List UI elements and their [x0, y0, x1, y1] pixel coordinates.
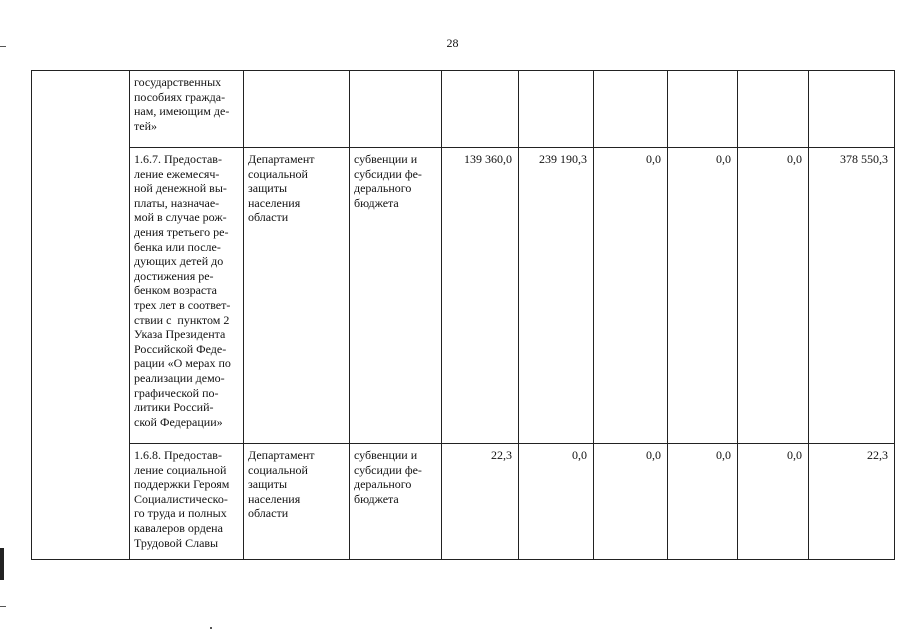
- table-row: [32, 148, 895, 444]
- table-row: [32, 444, 895, 560]
- value-cell: 0,0: [738, 444, 809, 560]
- funding-source-cell: субвенции и субсидии фе- дерального бюджета: [350, 444, 442, 560]
- value-cell: 239 190,3: [519, 148, 594, 444]
- measure-name-cell: 1.6.8. Предостав- ление социальной поддержки Героям Социалистическо- го труда и полных кавалеров ордена Трудовой Славы: [130, 444, 244, 560]
- value-cell: [668, 71, 738, 148]
- value-cell: [809, 71, 895, 148]
- value-cell: 0,0: [594, 444, 668, 560]
- value-cell: 139 360,0: [442, 148, 519, 444]
- page-number: 28: [446, 36, 459, 50]
- value-cell: 0,0: [738, 148, 809, 444]
- value-cell: 22,3: [442, 444, 519, 560]
- measure-name-cell: государственных пособиях гражда- нам, имеющим де- тей»: [130, 71, 244, 148]
- budget-table: [31, 70, 895, 560]
- program-cell: [32, 71, 130, 560]
- department-cell: Департамент социальной защиты населения области: [244, 444, 350, 560]
- value-cell: 0,0: [519, 444, 594, 560]
- value-cell: [738, 71, 809, 148]
- scan-mark: [0, 46, 6, 47]
- scan-mark: [0, 548, 4, 580]
- funding-source-cell: субвенции и субсидии фе- дерального бюджета: [350, 148, 442, 444]
- value-cell: 0,0: [594, 148, 668, 444]
- value-cell: 0,0: [668, 444, 738, 560]
- value-cell: [594, 71, 668, 148]
- value-cell: 22,3: [809, 444, 895, 560]
- department-cell: [244, 71, 350, 148]
- table-row: [32, 71, 895, 148]
- value-cell: 378 550,3: [809, 148, 895, 444]
- value-cell: [519, 71, 594, 148]
- value-cell: 0,0: [668, 148, 738, 444]
- scan-mark: [0, 606, 6, 607]
- funding-source-cell: [350, 71, 442, 148]
- department-cell: Департамент социальной защиты населения области: [244, 148, 350, 444]
- scan-mark: [210, 627, 212, 629]
- measure-name-cell: 1.6.7. Предостав- ление ежемесяч- ной денежной вы- платы, назначае- мой в случае рож- дения третьего ре- бенка или после- дующих детей до достижения ре- бенком возраста трех лет в соответ- ствии с пунктом 2 Указа Президента Российской Феде- рации «О мерах по реализации демо- графической по- литики Россий- ской Федерации»: [130, 148, 244, 444]
- value-cell: [442, 71, 519, 148]
